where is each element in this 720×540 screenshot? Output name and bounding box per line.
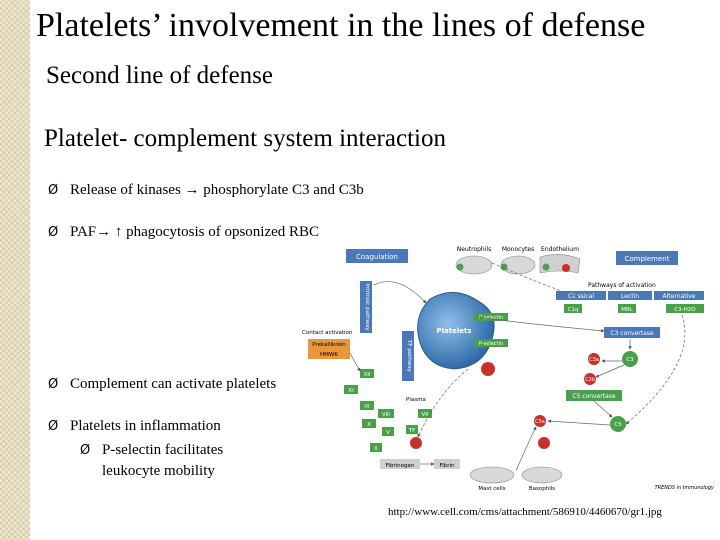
hmwk-label: HMWK bbox=[320, 352, 338, 358]
complement-label: Complement bbox=[624, 255, 670, 263]
endothelium-label: Endothelium bbox=[541, 246, 579, 253]
bullet-arrow-icon: Ø bbox=[48, 377, 59, 392]
monocytes-label: Monocytes bbox=[501, 246, 535, 253]
arrow bbox=[548, 421, 610, 425]
decorative-side-strip bbox=[0, 0, 30, 540]
bullet-kinases bbox=[48, 180, 364, 201]
bullet-text: PAF→ ↑ phagocytosis of opsonized RBC bbox=[70, 224, 320, 240]
factor-viii-label: VIII bbox=[382, 412, 390, 418]
platelets-label: Platelets bbox=[436, 327, 472, 335]
fibrinogen-label: Fibrinogen bbox=[385, 463, 415, 469]
bullet-text: P-selectin facilitates bbox=[102, 442, 224, 458]
plasma-label: Plasma bbox=[406, 397, 426, 403]
mast-cells-label: Mast cells bbox=[478, 486, 506, 492]
contact-activation-label: Contact activation bbox=[302, 330, 353, 336]
bullet-arrow-icon: Ø bbox=[80, 443, 91, 458]
bullet-text: Complement can activate platelets bbox=[70, 376, 277, 392]
bullet-text: Platelets in inflammation bbox=[70, 418, 221, 434]
bullet-text: Release of kinases → phosphorylate C3 and C3b bbox=[70, 182, 364, 198]
basophil-cell bbox=[522, 467, 562, 483]
receptor-icon bbox=[457, 264, 464, 271]
factor-x-label: X bbox=[367, 422, 371, 428]
classical-label: Classical bbox=[567, 293, 595, 300]
journal-label: TRENDS in Immunology bbox=[654, 485, 714, 491]
slide-subtitle: Second line of defense bbox=[46, 62, 274, 89]
factor-v-label: V bbox=[386, 430, 390, 436]
prekallikrein-label: Prekallikrein bbox=[312, 342, 346, 348]
mast-cell bbox=[470, 467, 514, 483]
arrow bbox=[516, 427, 536, 471]
bullet-arrow-icon: Ø bbox=[48, 419, 59, 434]
bullet-paf bbox=[48, 222, 319, 243]
factor-xii-label: XII bbox=[363, 372, 371, 378]
platelet-complement-diagram bbox=[278, 243, 720, 493]
p-selectin-label-2: P-selectin bbox=[478, 341, 504, 347]
c3b-label: C3b bbox=[585, 377, 595, 383]
c3a-label: C3a bbox=[589, 357, 599, 363]
lectin-label: Lectin bbox=[620, 293, 640, 300]
arrow bbox=[350, 353, 360, 371]
basophils-label: Basophils bbox=[528, 486, 556, 492]
bullet-inflammation bbox=[48, 416, 221, 437]
c3-label: C3 bbox=[626, 357, 634, 363]
c5-label: C5 bbox=[614, 422, 622, 428]
c1q-label: C1q bbox=[567, 307, 579, 313]
arrow bbox=[374, 282, 426, 303]
arrow bbox=[594, 401, 612, 417]
c3-convertase-label: C3 convertase bbox=[610, 330, 654, 337]
sub-bullet-p-selectin bbox=[80, 440, 223, 461]
c3a-node-lower bbox=[538, 437, 550, 449]
thrombin-node bbox=[410, 437, 422, 449]
sub-bullet-continuation: leukocyte mobility bbox=[102, 463, 215, 479]
receptor-icon bbox=[543, 264, 550, 271]
slide-title: Platelets’ involvement in the lines of defense bbox=[36, 7, 646, 44]
p-selectin-label: P-selectin bbox=[478, 315, 504, 321]
c5-convertase-label: C5 convertase bbox=[572, 393, 616, 400]
receptor-icon bbox=[562, 264, 570, 272]
tf-pathway-label: TF pathway bbox=[406, 340, 412, 372]
pathways-label: Pathways of activation bbox=[588, 282, 656, 289]
bullet-complement-activation bbox=[48, 374, 276, 395]
intrinsic-pathway-label: Intrinsic pathway bbox=[364, 283, 370, 331]
fibrin-label: Fibrin bbox=[439, 463, 455, 469]
section-heading: Platelet- complement system interaction bbox=[44, 125, 446, 152]
factor-xi-label: XI bbox=[348, 388, 354, 394]
coagulation-label: Coagulation bbox=[356, 253, 398, 261]
mbl-label: MBL bbox=[621, 307, 633, 313]
bullet-arrow-icon: Ø bbox=[48, 183, 59, 198]
bullet-arrow-icon: Ø bbox=[48, 225, 59, 240]
paf-node bbox=[481, 362, 495, 376]
factor-ii-label: II bbox=[374, 446, 378, 452]
c5a-label: C5a bbox=[535, 419, 545, 425]
c3h2o-label: C3-H2O bbox=[674, 307, 696, 313]
factor-ix-label: IX bbox=[364, 404, 370, 410]
factor-tf-label: TF bbox=[408, 428, 416, 434]
source-url[interactable]: http://www.cell.com/cms/attachment/586910/4460670/gr1.jpg bbox=[388, 506, 662, 518]
arrow bbox=[418, 369, 468, 437]
neutrophils-label: Neutrophils bbox=[456, 246, 492, 253]
factor-vii-label: VII bbox=[421, 412, 429, 418]
arrow bbox=[596, 365, 624, 377]
alternative-label: Alternative bbox=[662, 293, 696, 300]
